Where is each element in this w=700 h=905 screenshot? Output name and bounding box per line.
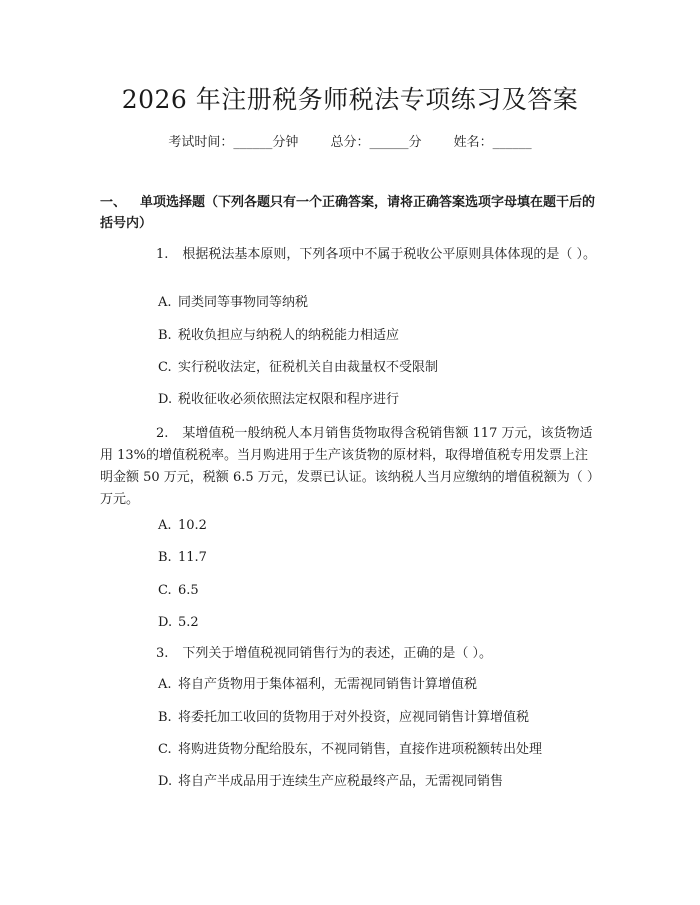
option-letter: C.	[158, 742, 172, 757]
option-letter: D.	[158, 392, 173, 407]
option-text: 实行税收法定，征税机关自由裁量权不受限制	[178, 360, 439, 375]
question-1-option-c	[158, 358, 598, 378]
student-name-field: 姓名：______	[453, 135, 532, 150]
option-text: 6.5	[178, 583, 199, 598]
question-text: 某增值税一般纳税人本月销售货物取得含税销售额 117 万元，该货物适用 13%的增值税税率。当月购进用于生产该货物的原材料，取得增值税专用发票上注明金额 50 万元，税额 6.5 万元，发票已认证。该纳税人当月应缴纳的增值税额为（ ）万元。	[100, 426, 600, 507]
question-number: 1.	[156, 247, 169, 262]
option-text: 将委托加工收回的货物用于对外投资，应视同销售计算增值税	[178, 710, 530, 725]
question-number: 3.	[156, 646, 169, 661]
section-heading	[100, 192, 600, 234]
option-text: 11.7	[178, 550, 207, 565]
question-text: 根据税法基本原则，下列各项中不属于税收公平原则具体体现的是（ ）。	[182, 247, 597, 262]
question-2	[100, 423, 600, 511]
question-2-option-b	[158, 548, 598, 568]
option-letter: B.	[158, 550, 172, 565]
option-letter: C.	[158, 360, 172, 375]
question-3-option-a	[158, 675, 598, 695]
question-3-option-d	[158, 772, 598, 792]
option-letter: C.	[158, 583, 172, 598]
exam-time-field: 考试时间：______分钟	[168, 135, 299, 150]
question-1-option-b	[158, 326, 598, 346]
option-letter: A.	[158, 295, 172, 310]
option-text: 将自产货物用于集体福利，无需视同销售计算增值税	[178, 677, 478, 692]
option-letter: D.	[158, 774, 173, 789]
exam-meta	[0, 131, 700, 150]
option-text: 5.2	[178, 615, 199, 630]
option-text: 将自产半成品用于连续生产应税最终产品，无需视同销售	[178, 774, 504, 789]
option-letter: A.	[158, 677, 172, 692]
question-1-option-a	[158, 293, 598, 313]
option-text: 税收负担应与纳税人的纳税能力相适应	[178, 328, 400, 343]
option-letter: B.	[158, 710, 172, 725]
question-2-option-a	[158, 516, 598, 536]
option-letter: B.	[158, 328, 172, 343]
total-score-field: 总分：______分	[330, 135, 422, 150]
option-text: 将购进货物分配给股东，不视同销售，直接作进项税额转出处理	[178, 742, 543, 757]
question-3	[100, 643, 600, 665]
question-2-option-c	[158, 581, 598, 601]
question-3-option-c	[158, 740, 598, 760]
option-letter: A.	[158, 518, 172, 533]
option-text: 同类同等事物同等纳税	[178, 295, 309, 310]
question-text: 下列关于增值税视同销售行为的表述，正确的是（ ）。	[182, 646, 493, 661]
section-title: 单项选择题（下列各题只有一个正确答案，请将正确答案选项字母填在题干后的括号内）	[100, 195, 596, 231]
page-title: 2026 年注册税务师税法专项练习及答案	[121, 85, 579, 114]
question-2-option-d	[158, 613, 598, 633]
option-letter: D.	[158, 615, 173, 630]
question-number: 2.	[156, 426, 169, 441]
section-number: 一、	[100, 195, 127, 210]
question-3-option-b	[158, 708, 598, 728]
option-text: 税收征收必须依照法定权限和程序进行	[178, 392, 400, 407]
question-1	[100, 244, 600, 266]
question-1-option-d	[158, 390, 598, 410]
option-text: 10.2	[178, 518, 207, 533]
